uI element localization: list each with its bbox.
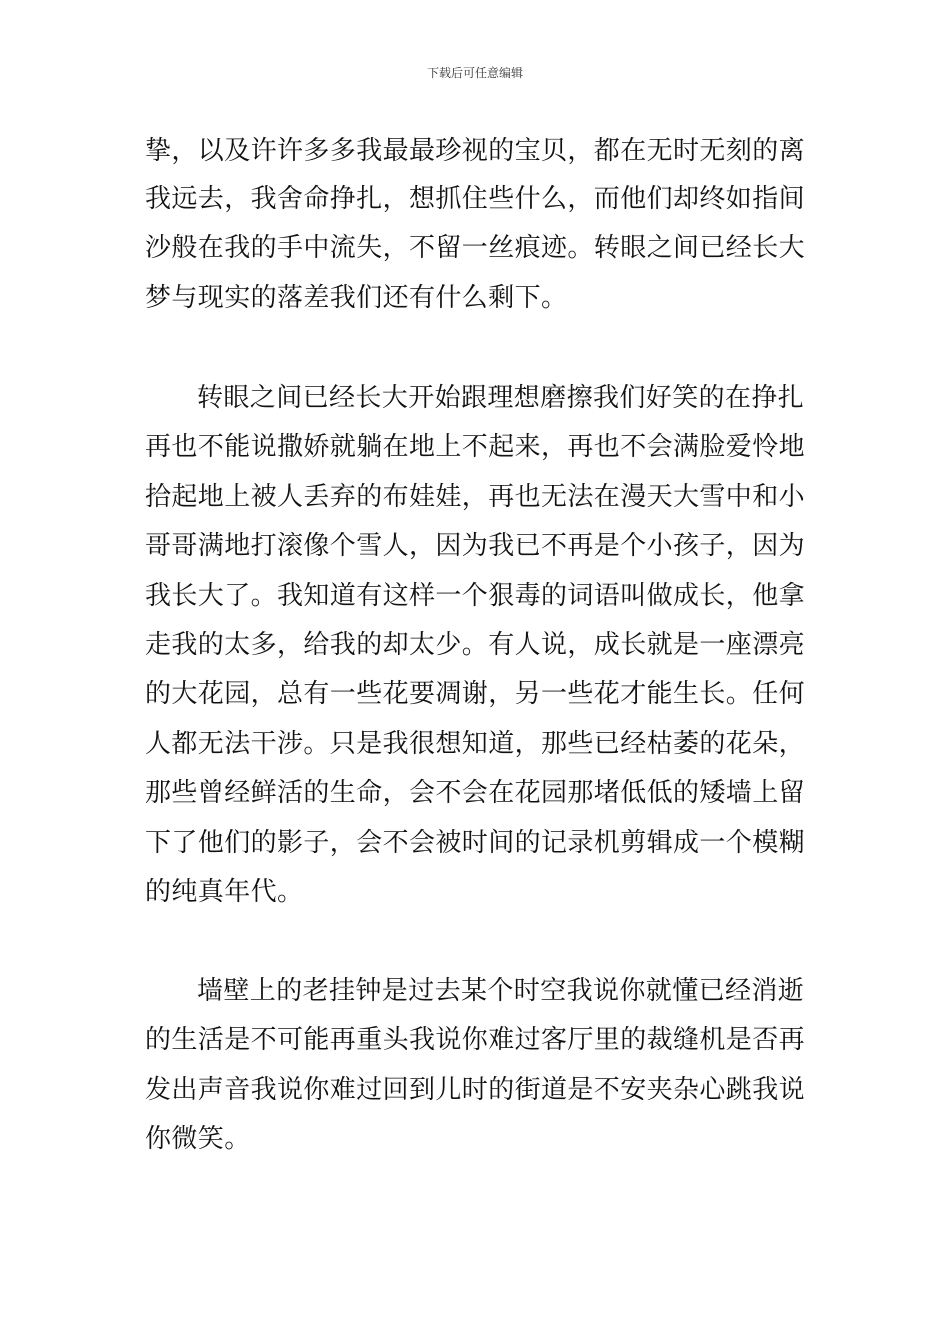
paragraph-line: 我长大了。我知道有这样一个狠毒的词语叫做成长，他拿 (145, 581, 806, 611)
paragraph-line: 梦与现实的落差我们还有什么剩下。 (145, 283, 568, 313)
paragraph-line: 拾起地上被人丢弃的布娃娃，再也无法在漫天大雪中和小 (145, 482, 806, 512)
paragraph-line: 沙般在我的手中流失，不留一丝痕迹。转眼之间已经长大 (145, 233, 806, 263)
paragraph-line: 那些曾经鲜活的生命，会不会在花园那堵低低的矮墙上留 (145, 778, 806, 808)
paragraph-line: 的生活是不可能再重头我说你难过客厅里的裁缝机是否再 (145, 1025, 806, 1055)
paragraph-line: 发出声音我说你难过回到儿时的街道是不安夹杂心跳我说 (145, 1075, 806, 1105)
paragraph-line: 下了他们的影子，会不会被时间的记录机剪辑成一个模糊 (145, 828, 806, 858)
paragraph-line: 再也不能说撒娇就躺在地上不起来，再也不会满脸爱怜地 (145, 432, 806, 462)
paragraph-line: 挚，以及许许多多我最最珍视的宝贝，都在无时无刻的离 (145, 136, 806, 166)
paragraph-line: 转眼之间已经长大开始跟理想磨擦我们好笑的在挣扎 (197, 383, 805, 413)
paragraph-line: 的大花园，总有一些花要凋谢，另一些花才能生长。任何 (145, 679, 806, 709)
paragraph-line: 你微笑。 (145, 1124, 251, 1154)
paragraph-line: 的纯真年代。 (145, 877, 304, 907)
paragraph-line: 走我的太多，给我的却太少。有人说，成长就是一座漂亮 (145, 630, 806, 660)
paragraph-line: 人都无法干涉。只是我很想知道，那些已经枯萎的花朵， (145, 729, 806, 759)
page-header: 下载后可任意编辑 (426, 66, 523, 80)
paragraph-line: 我远去，我舍命挣扎，想抓住些什么，而他们却终如指间 (145, 184, 806, 214)
paragraph-line: 哥哥满地打滚像个雪人，因为我已不再是个小孩子，因为 (145, 531, 806, 561)
paragraph-line: 墙壁上的老挂钟是过去某个时空我说你就懂已经消逝 (197, 976, 805, 1006)
